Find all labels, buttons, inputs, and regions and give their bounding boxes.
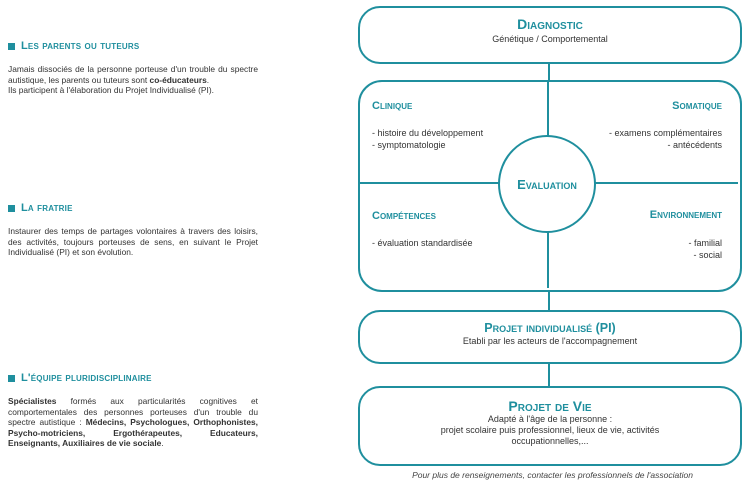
section-equipe (8, 372, 258, 449)
projet-de-vie-line: projet scolaire puis professionnel, lieux de vie, activités (440, 425, 660, 435)
connector-line (548, 362, 550, 386)
list-item: - antécédents (667, 139, 722, 150)
projet-individualise-subtitle: Etabli par les acteurs de l'accompagnement (462, 336, 638, 346)
clinique-list (372, 128, 483, 151)
section-body: Jamais dissociés de la personne porteuse d'un trouble du spectre autistique, les parents ou tuteurs sont co-éducateurs. Ils participent à l'élaboration du Projet Individualisé (PI). (8, 64, 258, 96)
section-body: Instaurer des temps de partages volontaires à travers des loisirs, des activités, toujours porteuses de sens, en suivant le Projet Individualisé (PI) et son évolution. (8, 226, 258, 258)
footer-note: Pour plus de renseignements, contacter les professionnels de l'association (412, 470, 693, 480)
diagnostic-title: Diagnostic (517, 16, 583, 32)
list-item: - évaluation standardisée (372, 238, 473, 248)
connector-line (548, 290, 550, 310)
somatique-title: Somatique (672, 100, 722, 112)
section-title: L'équipe pluridisciplinaire (21, 372, 152, 384)
square-bullet-icon (8, 43, 15, 50)
competences-list (372, 238, 473, 250)
projet-de-vie-line: occupationnelles,... (511, 436, 589, 446)
section-body: Spécialistes formés aux particularités cognitives et comportementales des personnes porteuses d'un trouble du spectre autistique : Médecins, Psychologues, Orthophonistes, Psycho-motriciens, Ergothérapeutes, Educateurs, Enseignants, Auxiliaires de vie sociale. (8, 396, 258, 449)
connector-line (548, 62, 550, 82)
environnement-title: Environnement (649, 209, 722, 221)
projet-individualise-title: Projet individualisé (PI) (484, 321, 616, 335)
evaluation-circle (498, 135, 596, 233)
projet-de-vie-title: Projet de Vie (508, 398, 592, 414)
list-item: - examens complémentaires (608, 128, 722, 138)
list-item: - symptomatologie (372, 139, 446, 150)
list-item: - familial (688, 238, 722, 248)
somatique-list (609, 128, 722, 151)
clinique-title: Clinique (372, 100, 413, 112)
projet-de-vie-line: Adapté à l'âge de la personne : (487, 414, 613, 424)
projet-de-vie-box (358, 386, 742, 466)
square-bullet-icon (8, 205, 15, 212)
projet-individualise-box (358, 310, 742, 364)
competences-title: Compétences (372, 210, 436, 222)
square-bullet-icon (8, 375, 15, 382)
section-fratrie (8, 202, 258, 258)
evaluation-label: Evaluation (517, 176, 577, 192)
diagnostic-subtitle: Génétique / Comportemental (492, 34, 608, 44)
list-item: - social (693, 249, 722, 260)
diagnostic-box (358, 6, 742, 64)
environnement-list (688, 238, 722, 261)
list-item: - histoire du développement (372, 128, 484, 138)
section-parents (8, 40, 258, 96)
section-title: Les parents ou tuteurs (21, 40, 140, 52)
section-title: La fratrie (21, 202, 73, 214)
